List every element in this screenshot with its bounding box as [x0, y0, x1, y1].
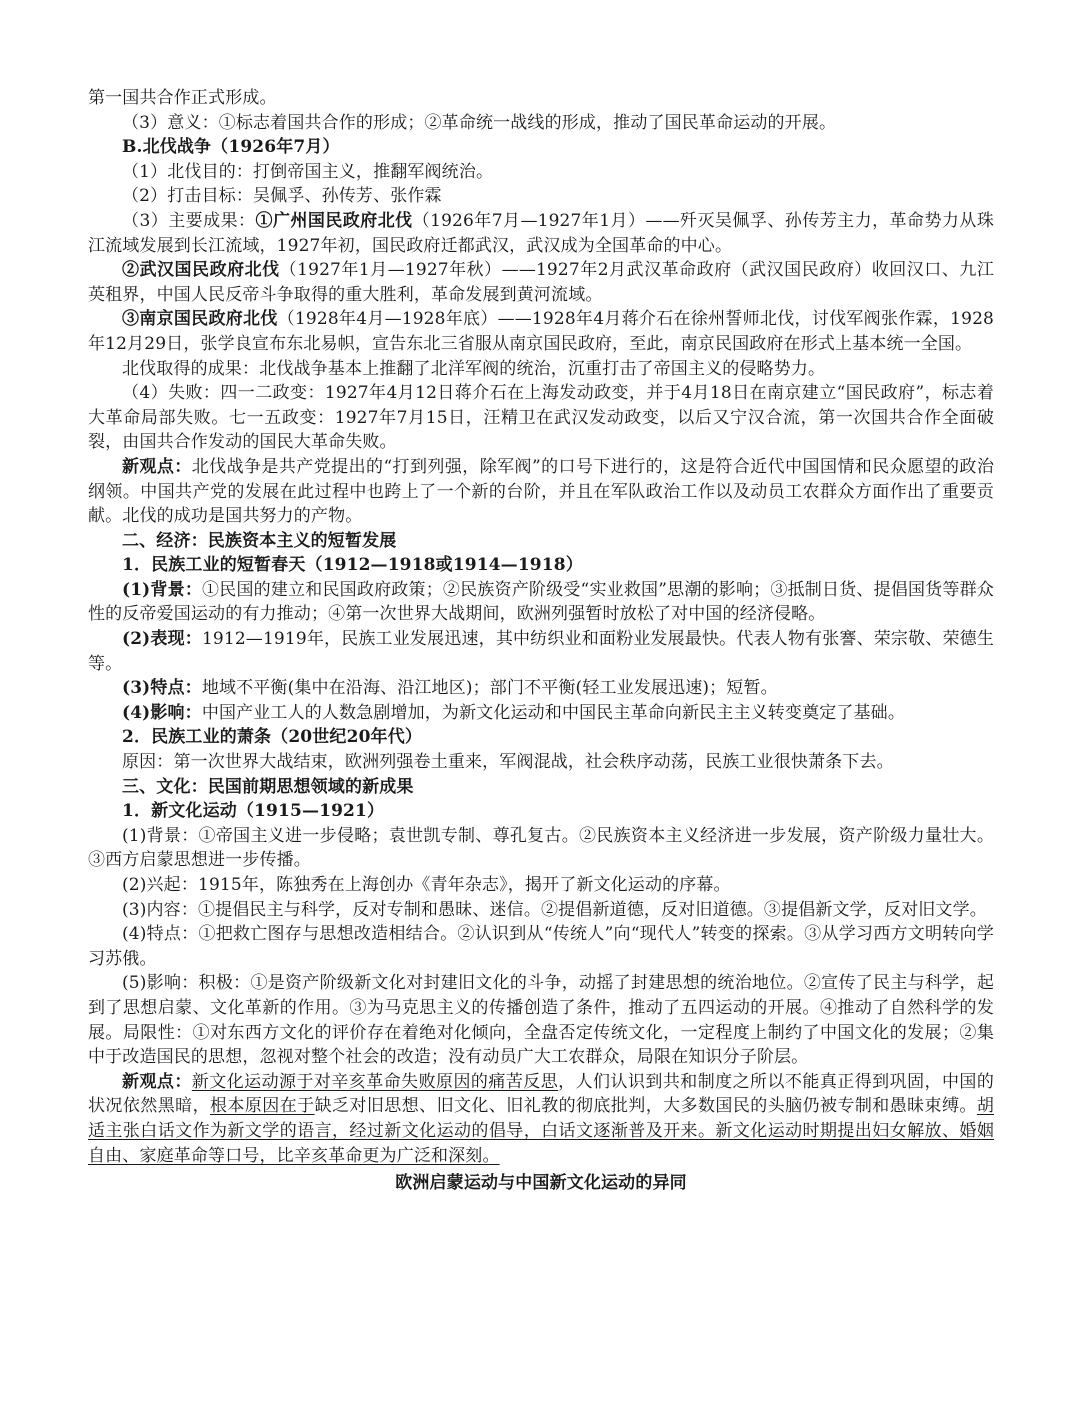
bold-term: ③南京国民政府北伐	[122, 309, 278, 330]
section-heading-culture: 三、文化：民国前期思想领域的新成果	[122, 776, 414, 797]
paragraph	[88, 701, 994, 726]
paragraph: 北伐取得的成果：北伐战争基本上推翻了北洋军阀的统治，沉重打击了帝国主义的侵略势力。	[122, 358, 826, 379]
paragraph	[88, 627, 994, 676]
paragraph	[88, 1070, 994, 1168]
comparison-title: 欧洲启蒙运动与中国新文化运动的异同	[395, 1173, 687, 1194]
item-text: ，人们认识到共和制度之所以不能真正得到巩固，中国的状况依然黑暗，	[88, 1071, 994, 1117]
section-heading-economy: 二、经济：民族资本主义的短暂发展	[122, 530, 397, 551]
paragraph: (2)兴起：1915年，陈独秀在上海创办《青年杂志》，揭开了新文化运动的序幕。	[122, 875, 731, 895]
underlined-text: 胡适主张白话文作为新文学的语言，经过新文化运动的倡导，白话文逐渐普及开来。新文化运动时期提出妇女解放、婚姻自由、家庭革命等口号，比辛亥革命更为广泛和深刻。	[88, 1096, 994, 1166]
paragraph	[88, 209, 994, 258]
underlined-text: 根本原因在于	[210, 1096, 315, 1117]
paragraph: （2）打击目标：吴佩孚、孙传芳、张作霖	[122, 186, 442, 207]
item-label: （3）主要成果：	[122, 210, 256, 231]
item-text: ①民国的建立和民国政府政策；②民族资产阶级受“实业救国”思潮的影响；③抵制日货、提倡国货等群众性的反帝爱国运动的有力推动；④第一次世界大战期间，欧洲列强暂时放松了对中国的经济侵略。	[88, 579, 994, 625]
bold-term: (3)特点：	[122, 678, 202, 699]
item-text: 中国产业工人的人数急剧增加，为新文化运动和中国民主革命向新民主主义转变奠定了基础。	[201, 702, 905, 723]
paragraph: (1)背景：①帝国主义进一步侵略；袁世凯专制、尊孔复古。②民族资本主义经济进一步发展，资产阶级力量壮大。③西方启蒙思想进一步传播。	[88, 825, 994, 871]
bold-term: ①广州国民政府北伐	[255, 210, 413, 231]
document-page	[88, 86, 994, 1196]
underlined-text: 新文化运动源于对辛亥革命失败原因的痛苦反思	[191, 1071, 559, 1092]
bold-term: (4)影响：	[122, 702, 202, 723]
paragraph: 第一国共合作正式形成。	[88, 88, 277, 108]
bold-term: 新观点：	[122, 1071, 192, 1092]
item-text: 1912—1919年，民族工业发展迅速，其中纺织业和面粉业发展最快。代表人物有张謇、荣宗敬、荣德生等。	[88, 629, 994, 674]
item-text: （1926年7月—1927年1月）——歼灭吴佩孚、孙传芳主力，革命势力从珠江流域发展到长江流域，1927年初，国民政府迁都武汉，武汉成为全国革命的中心。	[88, 210, 995, 256]
bold-term: 新观点：	[122, 456, 192, 477]
bold-term: ②武汉国民政府北伐	[122, 260, 280, 281]
item-text: 北伐战争是共产党提出的“打到列强，除军阀”的口号下进行的，这是符合近代中国国情和民众愿望的政治纲领。中国共产党的发展在此过程中也跨上了一个新的台阶，并且在军队政治工作以及动员工农群众方面作出了重要贡献。北伐的成功是国共努力的产物。	[88, 456, 994, 527]
paragraph: (5)影响：积极：①是资产阶级新文化对封建旧文化的斗争，动摇了封建思想的统治地位。②宣传了民主与科学，起到了思想启蒙、文化革新的作用。③为马克思主义的传播创造了条件，推动了五四运动的开展。④推动了自然科学的发展。局限性：①对东西方文化的评价存在着绝对化倾向，全盘否定传统文化，一定程度上制约了中国文化的发展；②集中于改造国民的思想，忽视对整个社会的改造；没有动员广大工农群众，局限在知识分子阶层。	[88, 973, 994, 1068]
paragraph: （3）意义：①标志着国共合作的形成；②革命统一战线的形成，推动了国民革命运动的开展。	[122, 112, 837, 133]
item-text: 缺乏对旧思想、旧文化、旧礼教的彻底批判，大多数国民的头脑仍被专制和愚昧束缚。	[314, 1096, 977, 1117]
paragraph: 原因：第一次世界大战结束，欧洲列强卷土重来，军阀混战，社会秩序动荡，民族工业很快萧条下去。	[122, 752, 894, 773]
paragraph: (3)内容：①提倡民主与科学，反对专制和愚昧、迷信。②提倡新道德，反对旧道德。③提倡新文学，反对旧文学。	[122, 899, 987, 920]
paragraph	[88, 455, 994, 529]
paragraph: （4）失败：四一二政变：1927年4月12日蒋介石在上海发动政变，并于4月18日在南京建立“国民政府”，标志着大革命局部失败。七一五政变：1927年7月15日，汪精卫在武汉发动政变，以后又宁汉合流，第一次国共合作全面破裂，由国共合作发动的国民大革命失败。	[88, 383, 994, 453]
section-heading-northern-expedition: B.北伐战争（1926年7月）	[122, 137, 340, 158]
item-text: 地域不平衡(集中在沿海、沿江地区)；部门不平衡(轻工业发展迅速)；短暂。	[201, 678, 778, 699]
item-text: （1928年4月—1928年底）——1928年4月蒋介石在徐州誓师北伐，讨伐军阀张作霖，1928年12月29日，张学良宣布东北易帜，宣告东北三省服从南京国民政府，至此，南京民国政府在形式上基本统一全国。	[88, 309, 994, 354]
paragraph	[88, 258, 994, 307]
paragraph	[88, 676, 994, 701]
subheading: 1．民族工业的短暂春天（1912—1918或1914—1918）	[122, 555, 583, 576]
paragraph: （1）北伐目的：打倒帝国主义，推翻军阀统治。	[122, 161, 494, 182]
bold-term: (1)背景：	[122, 579, 203, 600]
subheading: 1．新文化运动（1915—1921）	[122, 801, 385, 822]
item-text: （1927年1月—1927年秋）——1927年2月武汉革命政府（武汉国民政府）收回汉口、九江英租界，中国人民反帝斗争取得的重大胜利，革命发展到黄河流域。	[88, 260, 994, 305]
paragraph	[88, 307, 994, 356]
subheading: 2．民族工业的萧条（20世纪20年代）	[122, 727, 422, 748]
paragraph	[88, 578, 994, 627]
bold-term: (2)表现：	[122, 629, 202, 650]
paragraph: (4)特点：①把救亡图存与思想改造相结合。②认识到从“传统人”向“现代人”转变的探索。③从学习西方文明转向学习苏俄。	[88, 924, 994, 969]
